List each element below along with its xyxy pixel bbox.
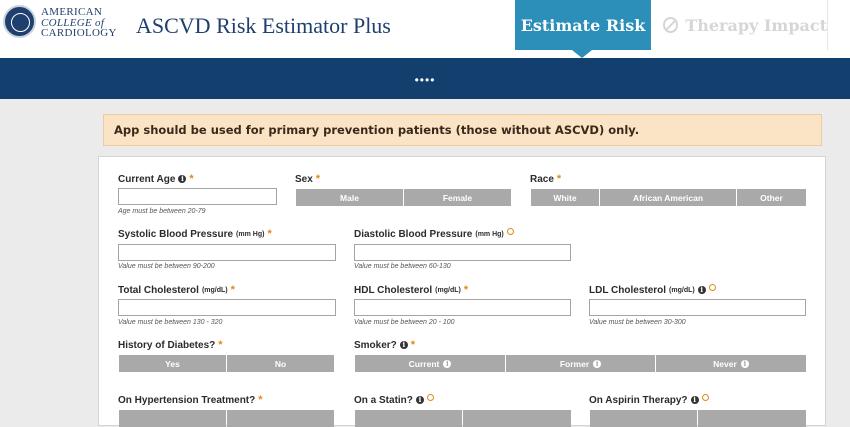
logo-line-2: COLLEGE of [41, 16, 105, 29]
diabetes-option-yes-label: Yes [165, 358, 180, 369]
info-icon[interactable]: i [178, 175, 186, 183]
required-asterisk: * [258, 394, 263, 406]
race-option-other[interactable] [737, 189, 806, 206]
hypertension-selector[interactable] [119, 410, 334, 427]
required-asterisk: * [230, 284, 235, 296]
statin-option-1[interactable] [355, 410, 462, 427]
current-age-hint: Age must be between 20-79 [118, 208, 206, 215]
sex-option-female[interactable] [404, 189, 511, 206]
tab-estimate-risk-label: Estimate Risk [520, 15, 646, 35]
race-selector [531, 189, 806, 206]
diastolic-label [354, 228, 514, 240]
required-asterisk: * [463, 284, 469, 296]
race-option-other-label: Other [760, 192, 783, 203]
hdl-label [354, 284, 468, 296]
sex-label-text: Sex [295, 173, 313, 185]
statin-label-text: On a Statin? [354, 394, 413, 406]
total-cholesterol-input[interactable] [118, 299, 336, 316]
optional-indicator-icon [427, 394, 434, 401]
primary-prevention-notice [103, 114, 822, 146]
app-header [0, 0, 850, 58]
diabetes-selector [119, 355, 334, 372]
aspirin-option-1[interactable] [590, 410, 697, 427]
diabetes-option-yes[interactable] [119, 355, 226, 372]
hdl-label-text: HDL Cholesterol [354, 284, 433, 296]
hypertension-option-2[interactable] [227, 410, 334, 427]
race-option-white[interactable] [531, 189, 599, 206]
systolic-unit: (mm Hg) [236, 230, 265, 238]
sex-label [295, 173, 320, 185]
race-label-text: Race [530, 173, 554, 185]
sex-selector [296, 189, 511, 206]
info-icon[interactable]: i [400, 341, 408, 349]
info-icon[interactable]: i [698, 286, 706, 294]
hypertension-label [118, 394, 263, 406]
diastolic-unit: (mm Hg) [475, 230, 504, 238]
aspirin-label [589, 394, 709, 406]
smoker-option-former-label: Former [559, 358, 590, 369]
diastolic-label-text: Diastolic Blood Pressure [354, 228, 473, 240]
tab-next[interactable] [827, 0, 850, 50]
hypertension-label-text: On Hypertension Treatment? [118, 394, 256, 406]
sex-option-male-label: Male [340, 192, 359, 203]
optional-indicator-icon [709, 284, 716, 291]
required-asterisk: * [189, 173, 194, 185]
total-cholesterol-label-text: Total Cholesterol [118, 284, 199, 296]
current-age-label [118, 173, 194, 185]
diastolic-hint: Value must be between 60-130 [354, 263, 451, 270]
systolic-label [118, 228, 272, 240]
race-option-white-label: White [553, 192, 577, 203]
hdl-input[interactable] [354, 299, 571, 316]
statin-selector[interactable] [355, 410, 571, 427]
race-option-african-american-label: African American [632, 192, 704, 203]
diabetes-label [118, 339, 223, 351]
info-icon: i [443, 360, 451, 368]
acc-logo-text [41, 7, 117, 39]
race-option-african-american[interactable] [600, 189, 736, 206]
total-cholesterol-hint: Value must be between 130 - 320 [118, 319, 223, 326]
smoker-option-never[interactable] [656, 355, 806, 372]
tab-estimate-risk[interactable] [515, 0, 651, 50]
hdl-unit: (mg/dL) [435, 286, 461, 294]
systolic-input[interactable] [118, 244, 336, 261]
hypertension-option-1[interactable] [119, 410, 226, 427]
notice-text: App should be used for primary prevention patients (those without ASCVD) only. [114, 123, 640, 137]
total-cholesterol-unit: (mg/dL) [201, 286, 228, 294]
current-age-label-text: Current Age [118, 173, 176, 185]
required-asterisk: * [556, 173, 562, 185]
statin-label [354, 394, 434, 406]
ldl-input[interactable] [589, 299, 806, 316]
smoker-label [354, 339, 415, 351]
info-icon: i [593, 360, 601, 368]
sex-option-male[interactable] [296, 189, 403, 206]
hdl-hint: Value must be between 20 - 100 [354, 319, 455, 326]
acc-seal-logo [3, 5, 36, 38]
diabetes-label-text: History of Diabetes? [118, 339, 216, 351]
required-asterisk: * [410, 339, 416, 351]
logo-line-1: AMERICAN [41, 6, 103, 18]
ldl-label [589, 284, 716, 296]
diastolic-input[interactable] [354, 244, 571, 261]
diabetes-option-no[interactable] [227, 355, 334, 372]
statin-option-2[interactable] [463, 410, 571, 427]
diabetes-option-no-label: No [274, 358, 287, 369]
aspirin-option-2[interactable] [698, 410, 806, 427]
required-asterisk: * [218, 339, 223, 351]
smoker-label-text: Smoker? [354, 339, 397, 351]
info-icon[interactable]: i [416, 396, 424, 404]
ldl-unit: (mg/dL) [669, 286, 695, 294]
smoker-selector [355, 355, 806, 372]
systolic-label-text: Systolic Blood Pressure [118, 228, 234, 240]
smoker-option-current[interactable] [355, 355, 505, 372]
optional-indicator-icon [507, 228, 514, 235]
aspirin-selector[interactable] [590, 410, 806, 427]
ban-icon [663, 17, 678, 33]
progress-dots: •••• [414, 73, 436, 87]
current-age-input[interactable] [118, 188, 277, 205]
ldl-hint: Value must be between 30-300 [589, 319, 686, 326]
logo-line-3: CARDIOLOGY [41, 27, 117, 39]
tab-therapy-impact[interactable] [651, 0, 827, 50]
risk-form-card [98, 156, 826, 426]
smoker-option-never-label: Never [713, 358, 737, 369]
tab-therapy-impact-label: Therapy Impact [685, 15, 827, 35]
required-asterisk: * [315, 173, 321, 185]
systolic-hint: Value must be between 90-200 [118, 263, 215, 270]
optional-indicator-icon [702, 394, 709, 401]
required-asterisk: * [267, 228, 272, 240]
nav-band [0, 58, 850, 99]
app-title: ASCVD Risk Estimator Plus [136, 13, 391, 38]
info-icon[interactable]: i [691, 396, 699, 404]
sex-option-female-label: Female [442, 192, 473, 203]
smoker-option-current-label: Current [408, 358, 440, 369]
smoker-option-former[interactable] [506, 355, 655, 372]
info-icon: i [741, 360, 749, 368]
race-label [530, 173, 561, 185]
aspirin-label-text: On Aspirin Therapy? [589, 394, 688, 406]
ldl-label-text: LDL Cholesterol [589, 284, 667, 296]
total-cholesterol-label [118, 284, 235, 296]
